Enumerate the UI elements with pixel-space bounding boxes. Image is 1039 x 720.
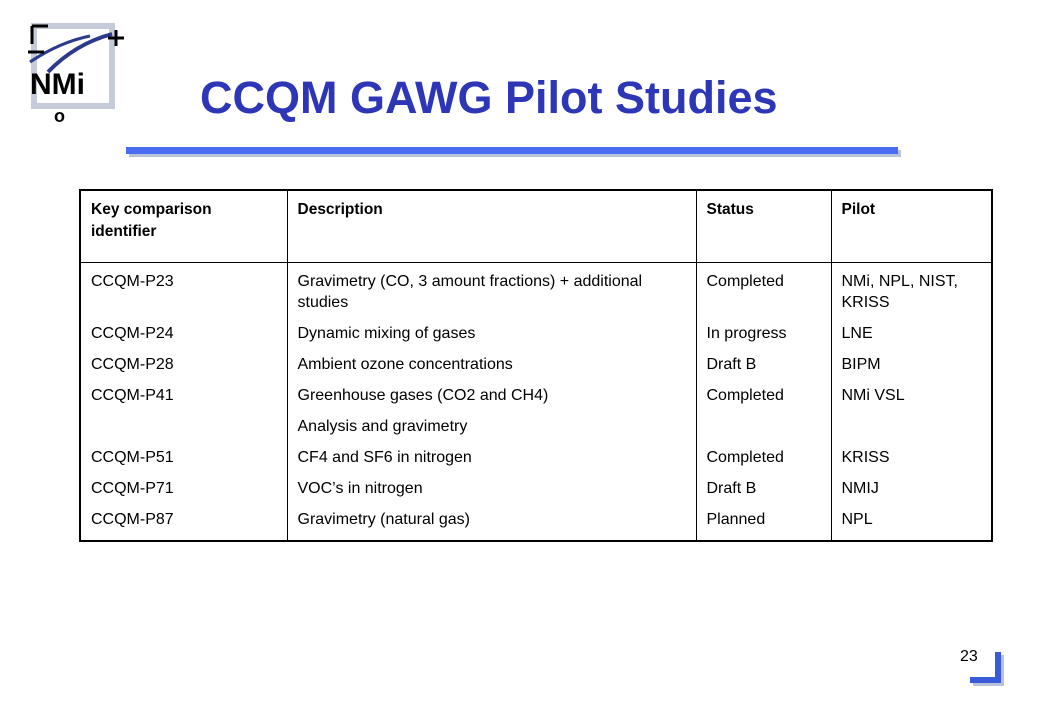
description-p28: Ambient ozone concentrations — [297, 355, 513, 373]
status-cell — [696, 262, 831, 540]
pilot-p23: NMi, NPL, NIST, KRISS — [841, 272, 958, 311]
status-p87: Planned — [706, 510, 766, 528]
pilot-p71: NMIJ — [841, 479, 879, 497]
status-p51: Completed — [706, 448, 784, 466]
title-underline — [126, 147, 898, 154]
status-p28: Draft B — [706, 355, 757, 373]
pilot-studies-table — [79, 189, 993, 542]
pilot-p51: KRISS — [841, 448, 890, 466]
header-pilot: Pilot — [831, 191, 991, 262]
header-description: Description — [287, 191, 696, 262]
pilot-spacer — [842, 416, 982, 437]
status-p71: Draft B — [706, 479, 757, 497]
page-number: 23 — [960, 648, 978, 665]
pilot-p87: NPL — [841, 510, 873, 528]
status-spacer-2 — [707, 416, 821, 437]
table-header-row — [81, 191, 991, 262]
pilot-cell — [831, 262, 991, 540]
pilot-p28: BIPM — [841, 355, 881, 373]
identifier-p87: CCQM-P87 — [91, 510, 174, 528]
nmi-logo-graphic — [20, 22, 135, 132]
status-p24: In progress — [706, 324, 787, 342]
table-body-row — [81, 262, 991, 540]
header-status: Status — [696, 191, 831, 262]
status-p23: Completed — [706, 272, 784, 290]
identifier-spacer-2 — [91, 416, 277, 437]
logo-o: o — [54, 106, 65, 126]
identifier-p24: CCQM-P24 — [91, 324, 174, 342]
pilot-p24: LNE — [841, 324, 873, 342]
corner-bracket-icon — [966, 650, 1006, 690]
description-p71: VOC’s in nitrogen — [297, 479, 423, 497]
pilot-p41: NMi VSL — [841, 386, 905, 404]
description-cell — [287, 262, 696, 540]
page-title: CCQM GAWG Pilot Studies — [200, 72, 778, 123]
identifier-p51: CCQM-P51 — [91, 448, 174, 466]
identifier-p71: CCQM-P71 — [91, 479, 174, 497]
status-spacer — [707, 292, 821, 313]
description-p24: Dynamic mixing of gases — [297, 324, 476, 342]
identifier-p28: CCQM-P28 — [91, 355, 174, 373]
logo-text: NMi — [30, 68, 85, 101]
identifier-p41: CCQM-P41 — [91, 386, 174, 404]
description-p87: Gravimetry (natural gas) — [297, 510, 470, 528]
description-p23: Gravimetry (CO, 3 amount fractions) + additional studies — [297, 272, 643, 311]
identifier-spacer — [91, 292, 277, 313]
description-p41: Greenhouse gases (CO2 and CH4) — [297, 386, 549, 404]
identifier-p23: CCQM-P23 — [91, 272, 174, 290]
description-analysis: Analysis and gravimetry — [297, 417, 468, 435]
description-p51: CF4 and SF6 in nitrogen — [297, 448, 472, 466]
nmi-logo — [20, 22, 135, 132]
status-p41: Completed — [706, 386, 784, 404]
header-identifier: Key comparison identifier — [81, 191, 287, 262]
identifier-cell — [81, 262, 287, 540]
